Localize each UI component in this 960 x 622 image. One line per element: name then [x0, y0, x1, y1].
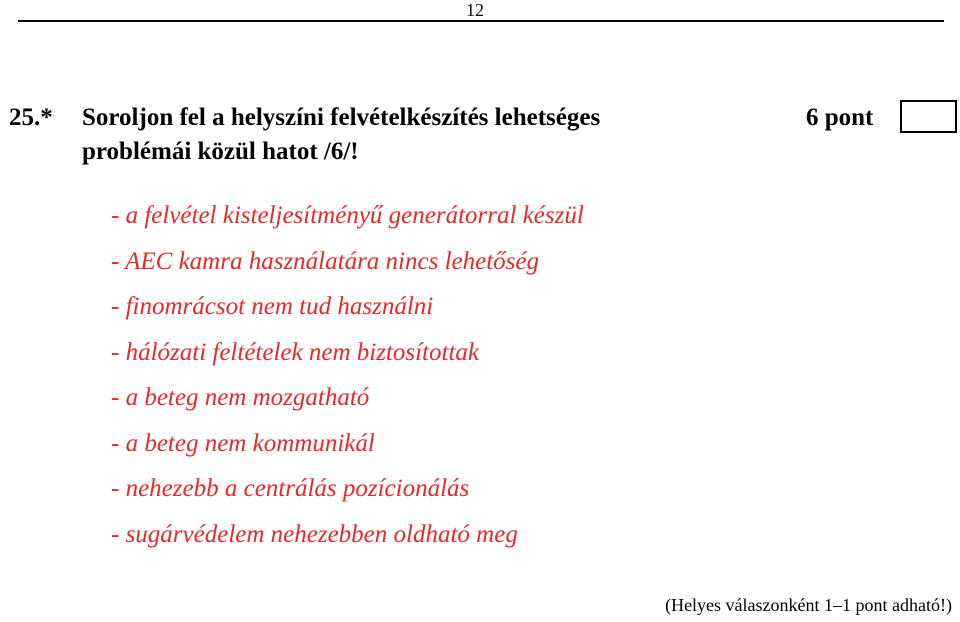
answer-item: - finomrácsot nem tud használni — [111, 293, 434, 320]
answer-item: - nehezebb a centrálás pozícionálás — [111, 475, 470, 502]
answer-item: - hálózati feltételek nem biztosítottak — [111, 338, 479, 366]
question-text-line-1: Soroljon fel a helyszíni felvételkészítés lehetséges — [82, 104, 601, 131]
answer-item: - a beteg nem kommunikál — [111, 429, 375, 457]
answer-item: - AEC kamra használatára nincs lehetőség — [111, 247, 539, 275]
answer-item: - a felvétel kisteljesítményű generátorral készül — [111, 202, 584, 229]
header-rule — [18, 20, 944, 22]
page-number: 12 — [466, 0, 484, 20]
question-number: 25.* — [9, 104, 53, 131]
answer-item: - a beteg nem mozgatható — [111, 384, 370, 411]
scoring-note: (Helyes válaszonként 1–1 pont adható!) — [665, 595, 952, 615]
question-points: 6 pont — [806, 104, 874, 131]
answer-item: - sugárvédelem nehezebben oldható meg — [111, 520, 518, 548]
answer-list — [111, 200, 584, 564]
score-box[interactable] — [900, 100, 957, 133]
question-text-line-2: problémái közül hatot /6/! — [82, 138, 359, 165]
